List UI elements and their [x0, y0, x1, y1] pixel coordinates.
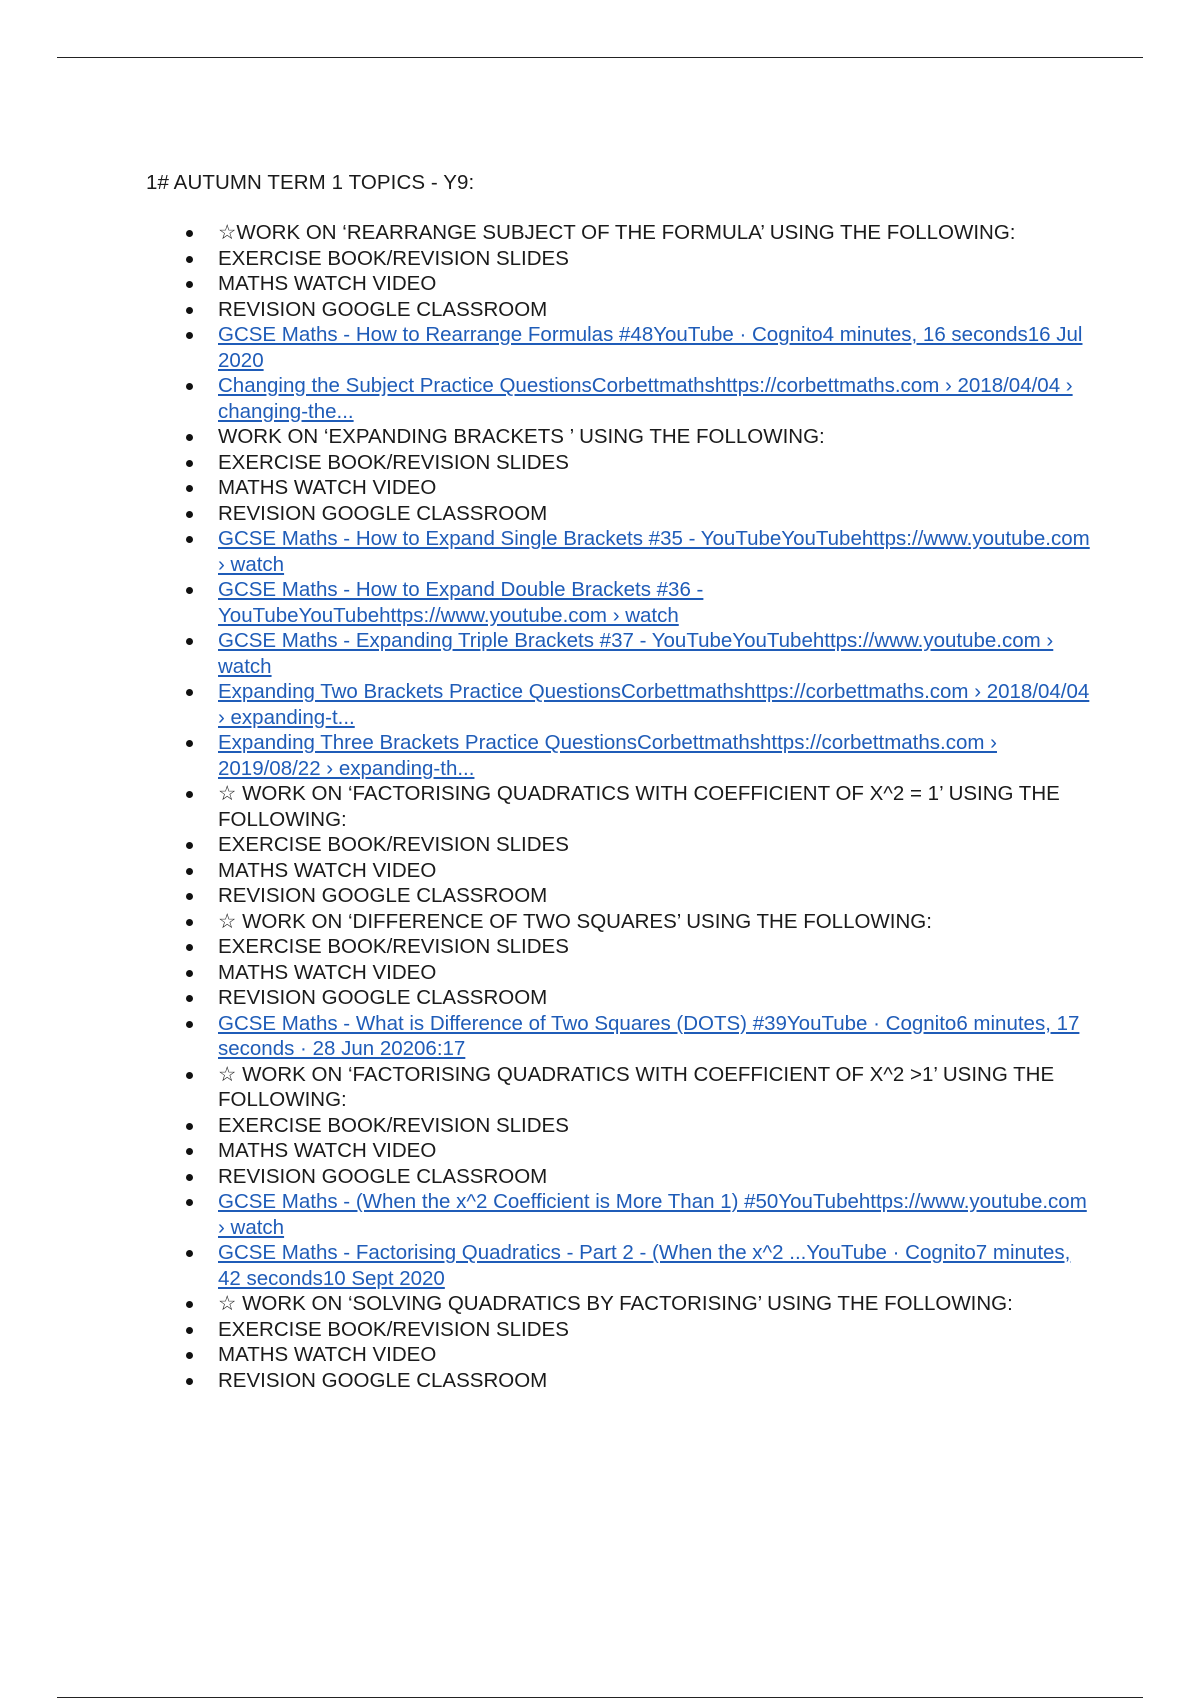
item-text: EXERCISE BOOK/REVISION SLIDES — [218, 935, 569, 958]
item-text: REVISION GOOGLE CLASSROOM — [218, 884, 548, 907]
item-text: ☆ WORK ON ‘DIFFERENCE OF TWO SQUARES’ USING THE FOLLOWING: — [218, 909, 932, 933]
video-link[interactable]: GCSE Maths - Factorising Quadratics - Part 2 - (When the x^2 ...YouTube · Cognito7 minutes, 42 seconds10 Sept 2020 — [218, 1241, 1071, 1290]
bottom-rule — [57, 1697, 1143, 1698]
list-item — [146, 1291, 1096, 1317]
list-item — [146, 322, 1096, 373]
item-text: REVISION GOOGLE CLASSROOM — [218, 501, 548, 525]
list-item — [146, 909, 1096, 935]
item-text: EXERCISE BOOK/REVISION SLIDES — [218, 1113, 569, 1137]
item-text: MATHS WATCH VIDEO — [218, 960, 437, 984]
video-link[interactable]: GCSE Maths - How to Rearrange Formulas #48YouTube · Cognito4 minutes, 16 seconds16 Jul 2020 — [218, 323, 1083, 372]
item-text: MATHS WATCH VIDEO — [218, 1139, 437, 1162]
item-text: MATHS WATCH VIDEO — [218, 1343, 437, 1366]
list-item — [146, 858, 1096, 884]
item-text: EXERCISE BOOK/REVISION SLIDES — [218, 833, 569, 856]
item-text: WORK ON ‘EXPANDING BRACKETS ’ USING THE FOLLOWING: — [218, 425, 825, 448]
list-item — [146, 781, 1096, 832]
list-item — [146, 1368, 1096, 1394]
list-item — [146, 985, 1096, 1011]
practice-link[interactable]: Changing the Subject Practice QuestionsCorbettmathshttps://corbettmaths.com › 2018/04/04 › changing-the... — [218, 374, 1073, 423]
item-text: REVISION GOOGLE CLASSROOM — [218, 1368, 548, 1392]
list-item — [146, 628, 1096, 679]
item-text: MATHS WATCH VIDEO — [218, 476, 437, 499]
list-item — [146, 297, 1096, 323]
list-item — [146, 246, 1096, 272]
item-text: ☆ WORK ON ‘SOLVING QUADRATICS BY FACTORISING’ USING THE FOLLOWING: — [218, 1292, 1013, 1315]
list-item — [146, 1138, 1096, 1164]
item-text: EXERCISE BOOK/REVISION SLIDES — [218, 246, 569, 270]
topic-list — [146, 220, 1096, 1393]
video-link[interactable]: GCSE Maths - How to Expand Double Brackets #36 - YouTubeYouTubehttps://www.youtube.com › watch — [218, 578, 704, 627]
list-item — [146, 1317, 1096, 1343]
item-text: REVISION GOOGLE CLASSROOM — [218, 986, 548, 1009]
item-text: ☆ WORK ON ‘FACTORISING QUADRATICS WITH COEFFICIENT OF X^2 = 1’ USING THE FOLLOWING: — [218, 782, 1060, 831]
list-item — [146, 577, 1096, 628]
video-link[interactable]: GCSE Maths - (When the x^2 Coefficient is More Than 1) #50YouTubehttps://www.youtube.com › watch — [218, 1190, 1087, 1239]
list-item — [146, 220, 1096, 246]
practice-link[interactable]: Expanding Three Brackets Practice QuestionsCorbettmathshttps://corbettmaths.com › 2019/08/22 › expanding-th... — [218, 731, 997, 780]
item-text: ☆WORK ON ‘REARRANGE SUBJECT OF THE FORMULA’ USING THE FOLLOWING: — [218, 221, 1016, 244]
list-item — [146, 450, 1096, 476]
list-item — [146, 832, 1096, 858]
list-item — [146, 501, 1096, 527]
list-item — [146, 1240, 1096, 1291]
item-text: EXERCISE BOOK/REVISION SLIDES — [218, 450, 569, 474]
list-item — [146, 1164, 1096, 1190]
practice-link[interactable]: Expanding Two Brackets Practice QuestionsCorbettmathshttps://corbettmaths.com › 2018/04/04 › expanding-t... — [218, 680, 1090, 729]
list-item — [146, 679, 1096, 730]
item-text: EXERCISE BOOK/REVISION SLIDES — [218, 1317, 569, 1341]
list-item — [146, 373, 1096, 424]
item-text: REVISION GOOGLE CLASSROOM — [218, 1164, 548, 1188]
item-text: REVISION GOOGLE CLASSROOM — [218, 297, 548, 321]
list-item — [146, 883, 1096, 909]
list-item — [146, 934, 1096, 960]
top-rule — [57, 57, 1143, 58]
item-text: ☆ WORK ON ‘FACTORISING QUADRATICS WITH COEFFICIENT OF X^2 >1’ USING THE FOLLOWING: — [218, 1062, 1055, 1111]
list-item — [146, 730, 1096, 781]
list-item — [146, 1011, 1096, 1062]
list-item — [146, 271, 1096, 297]
page-title: 1# AUTUMN TERM 1 TOPICS - Y9: — [146, 171, 475, 194]
list-item — [146, 1189, 1096, 1240]
list-item — [146, 1342, 1096, 1368]
list-item — [146, 1113, 1096, 1139]
video-link[interactable]: GCSE Maths - Expanding Triple Brackets #37 - YouTubeYouTubehttps://www.youtube.com › watch — [218, 629, 1054, 678]
item-text: MATHS WATCH VIDEO — [218, 272, 437, 295]
list-item — [146, 526, 1096, 577]
item-text: MATHS WATCH VIDEO — [218, 858, 437, 882]
list-item — [146, 475, 1096, 501]
list-item — [146, 424, 1096, 450]
list-item — [146, 1062, 1096, 1113]
video-link[interactable]: GCSE Maths - What is Difference of Two Squares (DOTS) #39YouTube · Cognito6 minutes, 17 seconds · 28 Jun 20206:17 — [218, 1011, 1080, 1060]
video-link[interactable]: GCSE Maths - How to Expand Single Brackets #35 - YouTubeYouTubehttps://www.youtube.com › watch — [218, 527, 1090, 576]
list-item — [146, 960, 1096, 986]
